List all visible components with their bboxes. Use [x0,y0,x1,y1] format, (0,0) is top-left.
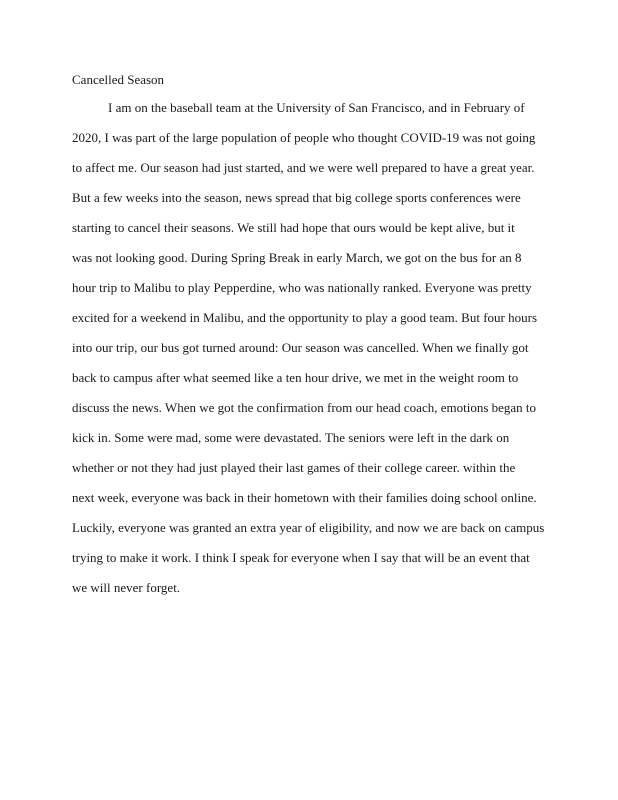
paragraph-line: discuss the news. When we got the confirmation from our head coach, emotions began to [72,400,537,415]
paragraph-line: next week, everyone was back in their hometown with their families doing school online. [72,490,537,505]
paragraph-line: 2020, I was part of the large population of people who thought COVID-19 was not going [72,130,536,145]
paragraph-line: Luckily, everyone was granted an extra year of eligibility, and now we are back on campus [72,520,545,535]
paragraph-line: I am on the baseball team at the University of San Francisco, and in February of [108,100,525,115]
paragraph-line: was not looking good. During Spring Break in early March, we got on the bus for an 8 [72,250,522,265]
document-title: Cancelled Season [72,72,165,87]
paragraph-line: we will never forget. [72,580,181,595]
paragraph-line: kick in. Some were mad, some were devastated. The seniors were left in the dark on [72,430,510,445]
paragraph-line: excited for a weekend in Malibu, and the opportunity to play a good team. But four hours [72,310,537,325]
paragraph-line: whether or not they had just played their last games of their college career. within the [72,460,516,475]
paragraph-line: starting to cancel their seasons. We still had hope that ours would be kept alive, but it [72,220,515,235]
paragraph-line: into our trip, our bus got turned around: Our season was cancelled. When we finally got [72,340,529,355]
paragraph-line: But a few weeks into the season, news spread that big college sports conferences were [72,190,521,205]
paragraph-line: back to campus after what seemed like a ten hour drive, we met in the weight room to [72,370,519,385]
paragraph-line: trying to make it work. I think I speak for everyone when I say that will be an event that [72,550,530,565]
paragraph-line: to affect me. Our season had just started, and we were well prepared to have a great year. [72,160,535,175]
paragraph-line: hour trip to Malibu to play Pepperdine, who was nationally ranked. Everyone was pretty [72,280,532,295]
